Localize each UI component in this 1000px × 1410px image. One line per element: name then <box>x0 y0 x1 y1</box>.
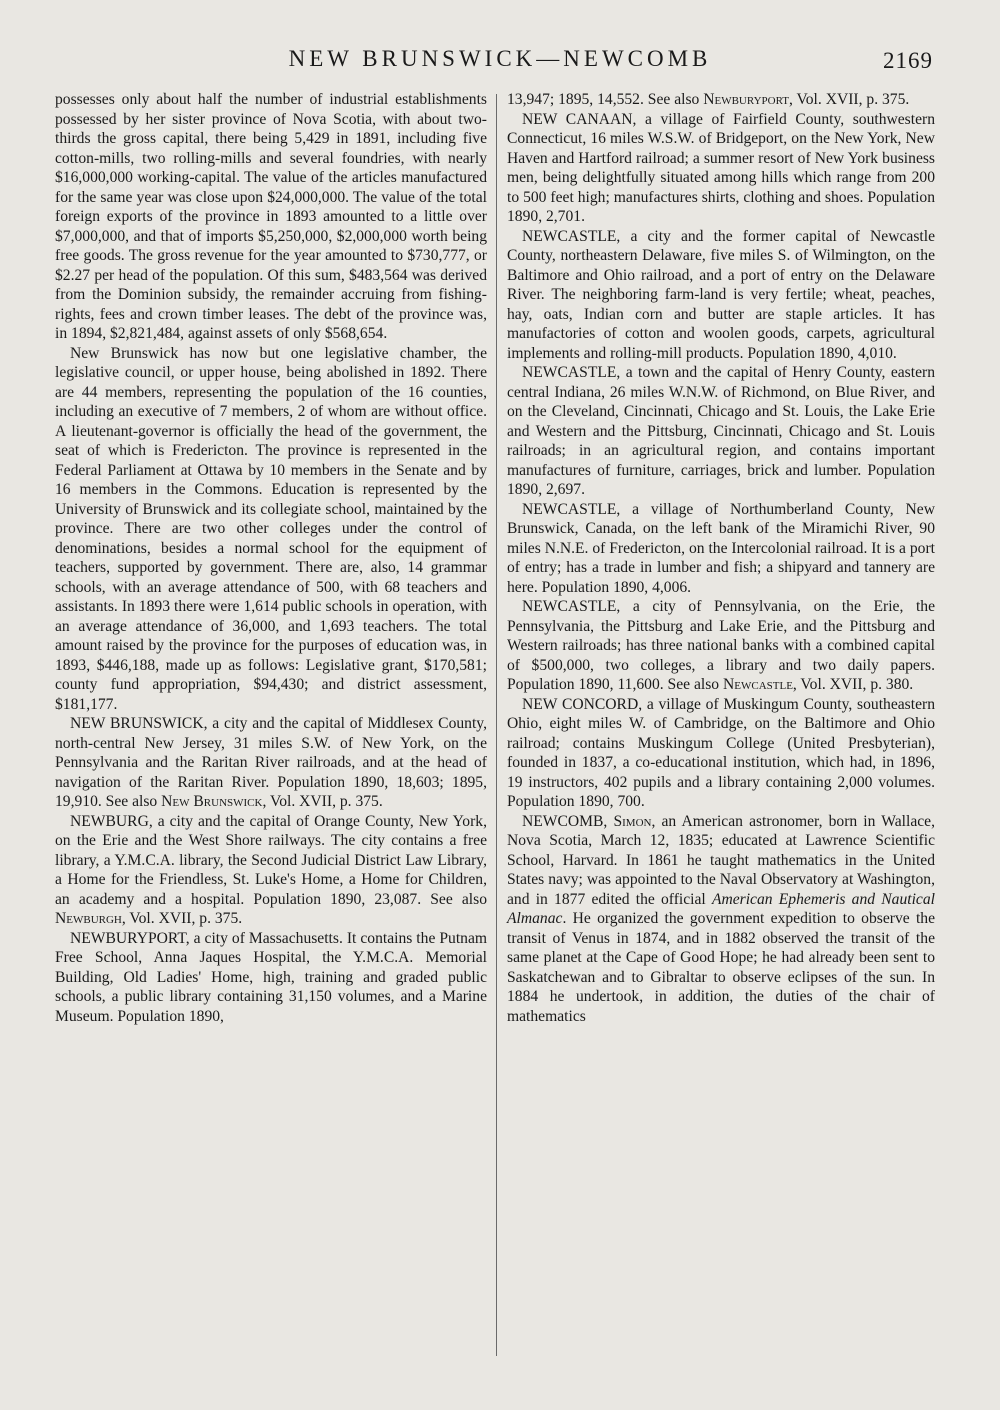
cross-reference: Newcastle <box>723 676 793 693</box>
entry-title: NEWCASTLE, <box>522 598 621 615</box>
entry-text: 13,947; 1895, 14,552. See also <box>507 91 704 108</box>
entry-tail: , Vol. XVII, p. 375. <box>789 91 910 108</box>
entry-title: NEWBURYPORT, <box>70 929 190 947</box>
entry-title: NEW CONCORD, <box>522 695 643 713</box>
left-column <box>55 90 487 1026</box>
entry-tail: , Vol. XVII, p. 380. <box>792 676 914 693</box>
page-header <box>0 46 1000 82</box>
cross-reference: Newburyport <box>703 91 789 108</box>
entry-title: NEW BRUNSWICK, <box>70 715 208 732</box>
entry-newburyport-continued <box>507 90 935 110</box>
entry-newcastle-indiana <box>507 363 935 500</box>
cross-reference: New Brunswick <box>161 793 263 810</box>
entry-newburyport <box>55 929 487 1027</box>
entry-text: a town and the capital of Henry County, eastern central Indiana, 26 miles W.N.W. of Richmond, on Blue River, and on the Cleveland, Cincinnati, Chicago and St. Louis, the Lake Erie and Western and the Pittsburg, Cincinnati, Chicago and St. Louis railroads; in an agricultural region, and contains important manufactures of furniture, carriages, brick and lumber. Population 1890, 2,697. <box>507 364 935 498</box>
entry-title: NEWCASTLE, <box>522 500 621 518</box>
entry-title: NEWCASTLE, <box>522 227 621 245</box>
paragraph-continuation: possesses only about half the number of industrial establishments possessed by her sister province of Nova Scotia, with about two-thirds the gross capital, there being 5,429 in 1891, including five cotton-mills, two rolling-mills and several foundries, with nearly $16,000,000 working-capital. The value of the articles manufactured for the same year was close upon $24,000,000. The value of the total foreign exports of the province in 1893 amounted to a little over $7,000,000, and that of imports $5,250,000, $2,000,000 worth being free goods. The gross revenue for the year amounted to $730,777, or $2.27 per head of the population. Of this sum, $483,564 was derived from the Dominion subsidy, the remainder accruing from fishing-rights, fees and crown timber leases. The debt of the province was, in 1894, $2,821,484, against assets of only $568,654. <box>55 91 487 342</box>
running-head: NEW BRUNSWICK—NEWCOMB <box>288 46 712 71</box>
entry-title: NEW CANAAN, <box>522 110 637 128</box>
entry-tail: , Vol. XVII, p. 375. <box>262 793 383 810</box>
page-number: 2169 <box>883 48 933 73</box>
entry-newcastle-canada <box>507 500 935 598</box>
entry-text: a city and the former capital of Newcastle County, northeastern Delaware, five miles S. of Wilmington, on the Baltimore and Ohio railroad, and a port of entry on the Delaware River. The neighboring farm-land is very fertile; wheat, peaches, hay, oats, Indian corn and butter are staple articles. It has manufactories of cotton and woolen goods, carpets, agricultural implements and rolling-mill products. Population 1890, 4,010. <box>507 227 935 362</box>
entry-text: , an American astronomer, born in Wallace, Nova Scotia, March 12, 1835; educated at Lawrence Scientific School, Harvard. In 1861 he taught mathematics in the United States navy; was appointed to the Naval Observatory at Washington, and in 1877 edited the official <box>507 812 935 908</box>
entry-text: . He organized the government expedition to observe the transit of Venus in 1874, and in 1882 observed the transit of the same planet at the Cape of Good Hope; he had already been sent to Saskatchewan and to Gibraltar to observe eclipses of the sun. In 1884 he undertook, in addition, the duties of the chair of mathematics <box>507 910 935 1025</box>
entry-text: a village of Fairfield County, southwestern Connecticut, 16 miles W.S.W. of Bridgeport, on the New York, New Haven and Hartford railroad; a summer resort of New York business men, being delightfully situated among hills which range from 200 to 500 feet high; manufactures shirts, clothing and shoes. Population 1890, 2,701. <box>507 110 935 225</box>
entry-title: NEWBURG, <box>70 812 153 830</box>
cross-reference: Newburgh <box>55 910 122 927</box>
entry-title: NEWCOMB, <box>522 812 608 830</box>
entry-newcastle-pennsylvania <box>507 597 935 695</box>
entry-text: a city of Pennsylvania, on the Erie, the Pennsylvania, the Pittsburg and Lake Erie, and the Pittsburg and Western railroads; has three national banks with a combined capital of $500,000, two colleges, a library and two daily papers. Population 1890, 11,600. See also <box>507 598 935 693</box>
entry-new-concord <box>507 695 935 812</box>
entry-new-canaan <box>507 110 935 227</box>
entry-new-brunswick-nj <box>55 714 487 812</box>
entry-text: a city of Massachusetts. It contains the Putnam Free School, Anna Jaques Hospital, the Y.M.C.A. Memorial Building, Old Ladies' Home, high, training and graded public schools, a public library containing 31,150 volumes, and a Marine Museum. Population 1890, <box>55 929 487 1025</box>
column-divider <box>496 94 497 1356</box>
entry-text: a village of Northumberland County, New Brunswick, Canada, on the left bank of the Miramichi River, 90 miles N.N.E. of Fredericton, on the Intercolonial railroad. It is a port of entry; has a trade in lumber and fish; a shipyard and tannery are here. Population 1890, 4,006. <box>507 500 935 596</box>
entry-text: a city and the capital of Middlesex County, north-central New Jersey, 31 miles S.W. of New York, on the Pennsylvania and the Raritan River railroads, and at the head of navigation of the Raritan River. Population 1890, 18,603; 1895, 19,910. See also <box>55 715 487 810</box>
paragraph-legislature: New Brunswick has now but one legislative chamber, the legislative council, or upper house, being abolished in 1892. There are 44 members, representing the population of the 16 counties, including an executive of 7 members, 2 of whom are without office. A lieutenant-governor is officially the head of the government, the seat of which is Fredericton. The province is represented in the Federal Parliament at Ottawa by 10 members in the Senate and by 16 members in the Commons. Education is represented by the University of Brunswick and its collegiate school, maintained by the province. There are two other colleges under the control of denominations, besides a normal school for the equipment of teachers, supported by government. There are, also, 14 grammar schools, with an average attendance of 500, with 68 teachers and assistants. In 1893 there were 1,614 public schools in operation, with an average attendance of 36,000, and 1,693 teachers. The total amount raised by the province for the purposes of education was, in 1893, $446,188, made up as follows: Legislative grant, $170,581; county fund appropriation, $94,430; and district assessment, $181,177. <box>55 344 487 713</box>
entry-text: a village of Muskingum County, southeastern Ohio, eight miles W. of Cambridge, on the Baltimore and Ohio railroad; contains Muskingum College (United Presbyterian), founded in 1837, a co-educational institution, which had, in 1896, 19 instructors, 402 pupils and a library containing 2,000 volumes. Population 1890, 700. <box>507 695 935 810</box>
publication-title: American Ephemeris and Nautical Almanac <box>507 890 935 927</box>
entry-tail: , Vol. XVII, p. 375. <box>121 910 243 927</box>
entry-newcomb-simon <box>507 812 935 1027</box>
entry-newcastle-delaware <box>507 227 935 364</box>
entry-person-name: Simon <box>613 812 652 830</box>
entry-title: NEWCASTLE, <box>522 364 621 381</box>
right-column <box>507 90 935 1026</box>
entry-newburg <box>55 812 487 929</box>
entry-text: a city and the capital of Orange County, New York, on the Erie and the West Shore railways. The city contains a free library, a Y.M.C.A. library, the Second Judicial District Law Library, a Home for the Friendless, St. Luke's Home, a Home for Children, an academy and a hospital. Population 1890, 23,087. See also <box>55 812 487 908</box>
